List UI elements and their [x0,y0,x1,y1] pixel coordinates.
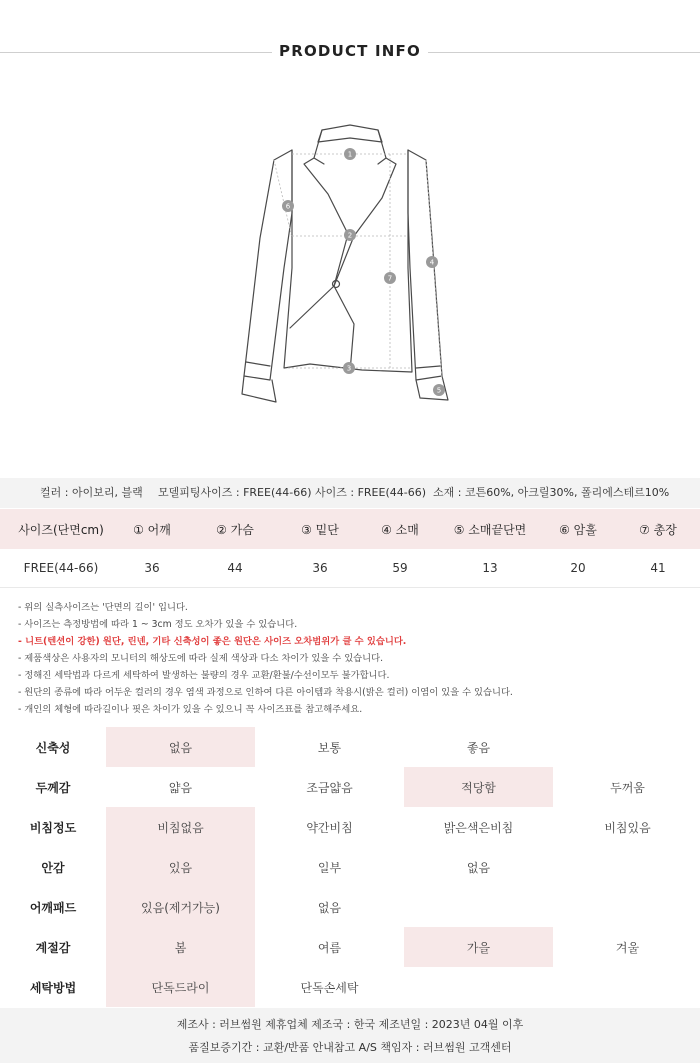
jacket-measurement-diagram [230,118,470,418]
marker-4: 4 [429,258,435,267]
size-notes [18,599,688,718]
attr-option: 없음 [466,860,491,875]
table-row [0,549,700,587]
size-header-cell: 사이즈(단면cm) [18,522,104,537]
color-info: 컬러 : 아이보리, 블랙 [40,486,143,499]
attr-label: 두께감 [35,780,71,795]
attr-row-thickness [0,767,700,807]
product-info-bar [0,478,700,508]
size-header-cell: ④ 소매 [381,522,419,537]
attr-row-elasticity [0,727,700,767]
size-cell: 44 [227,561,243,575]
attr-option: 없음 [317,900,342,915]
attr-option: 보통 [317,740,342,755]
manufacturer-info-footer [0,1008,700,1063]
size-header-cell: ③ 밑단 [301,522,339,537]
attr-label: 안감 [41,860,65,875]
attr-option: 일부 [317,860,342,875]
attr-option: 조금얇음 [306,780,353,795]
size-cell: 13 [482,561,498,575]
attr-label: 어깨패드 [29,900,77,915]
attr-option: 두꺼움 [610,780,645,795]
marker-2: 2 [347,231,353,240]
size-cell: 20 [570,561,586,575]
size-table-header [0,509,700,549]
attr-label: 신축성 [35,740,71,755]
size-info: 사이즈 : FREE(44-66) [315,486,426,499]
note-line: - 개인의 체형에 따라길이나 핏은 차이가 있을 수 있으니 꼭 사이즈표를 참고해주세요. [18,704,363,715]
size-cell: 41 [650,561,666,575]
attr-option-selected: 적당함 [404,767,553,807]
attr-label: 세탁방법 [29,980,77,995]
attr-option: 겨울 [615,940,640,955]
size-header-cell: ② 가슴 [216,522,254,537]
note-line: - 제품색상은 사용자의 모니터의 해상도에 따라 실제 색상과 다소 차이가 있을 수 있습니다. [18,653,384,664]
note-line: - 정해진 세탁법과 다르게 세탁하여 발생하는 불량의 경우 교환/환불/수선이모두 불가합니다. [18,670,390,681]
attr-option: 비침있음 [604,820,651,835]
attr-label: 계절감 [35,940,71,955]
attr-option-selected: 가을 [404,927,553,967]
note-line: - 사이즈는 측정방법에 따라 1 ~ 3cm 정도 오차가 있을 수 있습니다. [18,619,298,630]
header-rule-right [428,52,700,53]
marker-5: 5 [436,386,442,395]
size-cell: 59 [392,561,408,575]
page-title: PRODUCT INFO [279,42,421,60]
size-header-cell: ① 어깨 [133,522,171,537]
attr-row-washing [0,967,700,1007]
attr-label: 비침정도 [29,820,77,835]
attr-option-selected: 있음 [106,847,255,887]
attr-option: 여름 [317,940,342,955]
attr-row-lining [0,847,700,887]
marker-3: 3 [346,364,352,373]
marker-7: 7 [387,274,393,283]
size-cell: FREE(44-66) [23,561,99,575]
attr-option-selected: 단독드라이 [106,967,255,1007]
attr-option-selected: 있음(제거가능) [106,887,255,927]
attr-option: 단독손세탁 [300,980,359,995]
manufacturer-line: 제조사 : 러브썸원 제휴업체 제조국 : 한국 제조년일 : 2023년 04월 이후 [176,1018,524,1031]
attr-row-sheerness [0,807,700,847]
material-info: 소재 : 코튼60%, 아크릴30%, 폴리에스테르10% [433,486,670,499]
model-size-info: 모델피팅사이즈 : FREE(44-66) [158,486,312,499]
divider [0,587,700,588]
marker-6: 6 [285,202,291,211]
attr-option-selected: 없음 [106,727,255,767]
note-line: - 원단의 종류에 따라 어두운 컬러의 경우 염색 과정으로 인하여 다른 아이템과 착용시(밝은 컬러) 이염이 있을 수 있습니다. [18,687,513,698]
size-header-cell: ⑦ 총장 [639,522,677,537]
attr-option: 약간비침 [306,820,353,835]
marker-1: 1 [347,150,353,159]
attr-option: 좋음 [466,740,491,755]
size-cell: 36 [144,561,160,575]
attr-option-selected: 봄 [106,927,255,967]
fabric-attributes-table [0,727,700,1007]
note-line-highlight: - 니트(텐션이 강한) 원단, 린넨, 기타 신축성이 좋은 원단은 사이즈 오차범위가 클 수 있습니다. [18,636,407,647]
attr-row-season [0,927,700,967]
attr-row-shoulder-pad [0,887,700,927]
size-header-cell: ⑥ 암홀 [559,522,597,537]
size-cell: 36 [312,561,328,575]
size-header-cell: ⑤ 소매끝단면 [453,522,527,537]
note-line: - 위의 실측사이즈는 '단면의 길이' 입니다. [18,602,188,613]
attr-option: 얇음 [168,780,193,795]
attr-option: 밝은색은비침 [443,820,514,835]
warranty-line: 품질보증기간 : 교환/반품 안내참고 A/S 책임자 : 러브썸원 고객센터 [188,1041,512,1054]
attr-option-selected: 비침없음 [106,807,255,847]
